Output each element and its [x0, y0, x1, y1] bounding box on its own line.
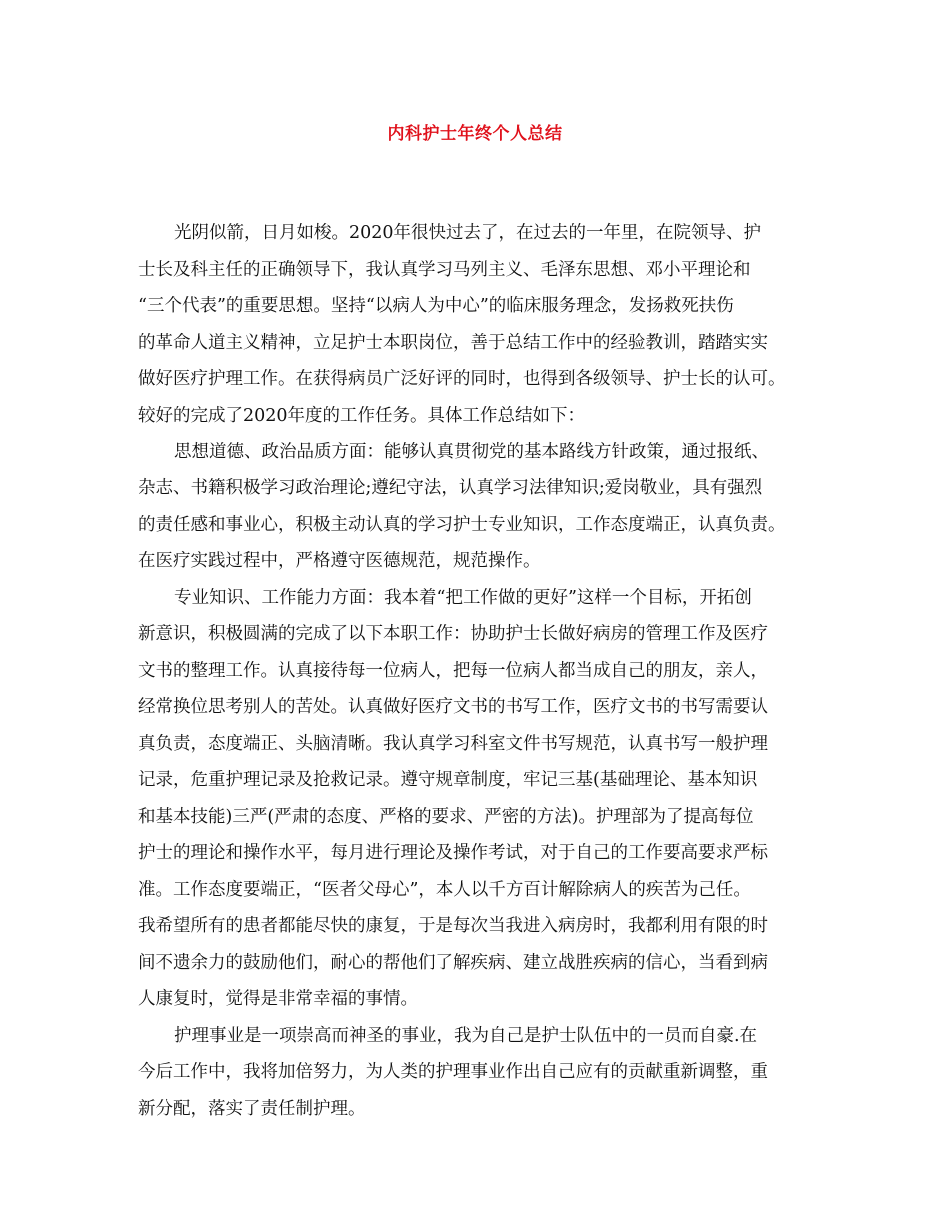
body-line: 专业知识、工作能力方面：我本着“把工作做的更好”这样一个目标，开拓创 — [174, 588, 752, 608]
body-line: 在医疗实践过程中，严格遵守医德规范，规范操作。 — [138, 551, 541, 571]
body-line: “三个代表”的重要思想。坚持“以病人为中心”的临床服务理念，发扬救死扶伤 — [138, 296, 734, 316]
body-line: 的责任感和事业心，积极主动认真的学习护士专业知识，工作态度端正，认真负责。 — [138, 515, 786, 535]
body-line: 做好医疗护理工作。在获得病员广泛好评的同时，也得到各级领导、护士长的认可。 — [138, 369, 786, 389]
body-line: 准。工作态度要端正，“医者父母心”，本人以千方百计解除病人的疾苦为己任。 — [138, 880, 751, 900]
body-line: 真负责，态度端正、头脑清晰。我认真学习科室文件书写规范，认真书写一般护理 — [138, 734, 768, 754]
body-line: 较好的完成了2020年度的工作任务。具体工作总结如下： — [138, 406, 586, 426]
body-line: 新意识，积极圆满的完成了以下本职工作：协助护士长做好病房的管理工作及医疗 — [138, 624, 768, 644]
body-line: 的革命人道主义精神，立足护士本职岗位，善于总结工作中的经验教训，踏踏实实 — [138, 333, 768, 353]
body-line: 护理事业是一项崇高而神圣的事业，我为自己是护士队伍中的一员而自豪.在 — [174, 1026, 758, 1046]
body-line: 新分配，落实了责任制护理。 — [138, 1099, 366, 1119]
body-line: 经常换位思考别人的苦处。认真做好医疗文书的书写工作，医疗文书的书写需要认 — [138, 697, 768, 717]
body-line: 我希望所有的患者都能尽快的康复，于是每次当我进入病房时，我都利用有限的时 — [138, 916, 768, 936]
body-line: 士长及科主任的正确领导下，我认真学习马列主义、毛泽东思想、邓小平理论和 — [138, 260, 751, 280]
body-line: 记录，危重护理记录及抢救记录。遵守规章制度，牢记三基(基础理论、基本知识 — [138, 770, 758, 790]
body-line: 杂志、书籍积极学习政治理论;遵纪守法，认真学习法律知识;爱岗敬业，具有强烈 — [138, 478, 763, 498]
body-line: 护士的理论和操作水平，每月进行理论及操作考试，对于自己的工作要高要求严标 — [138, 843, 768, 863]
body-line: 思想道德、政治品质方面：能够认真贯彻党的基本路线方针政策，通过报纸、 — [174, 442, 769, 462]
body-line: 今后工作中，我将加倍努力，为人类的护理事业作出自己应有的贡献重新调整，重 — [138, 1062, 768, 1082]
body-line: 光阴似箭，日月如梭。2020年很快过去了，在过去的一年里，在院领导、护 — [174, 223, 762, 243]
body-line: 和基本技能)三严(严肃的态度、严格的要求、严密的方法)。护理部为了提高每位 — [138, 807, 754, 827]
document-title: 内科护士年终个人总结 — [387, 124, 563, 144]
body-line: 人康复时，觉得是非常幸福的事情。 — [138, 989, 418, 1009]
body-line: 间不遗余力的鼓励他们，耐心的帮他们了解疾病、建立战胜疾病的信心，当看到病 — [138, 953, 768, 973]
body-line: 文书的整理工作。认真接待每一位病人，把每一位病人都当成自己的朋友，亲人， — [138, 661, 768, 681]
